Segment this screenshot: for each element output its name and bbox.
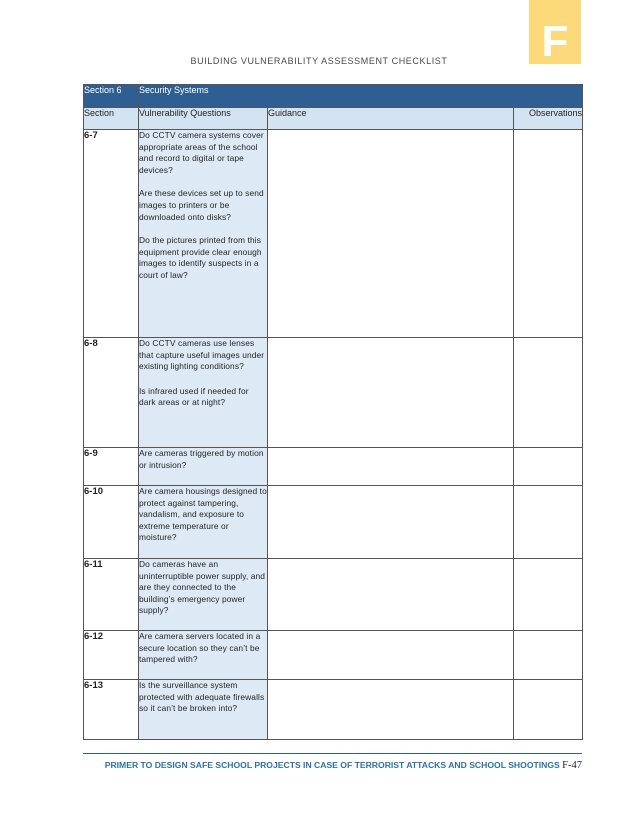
row-questions bbox=[139, 559, 268, 631]
observations-cell[interactable] bbox=[514, 559, 583, 631]
question-text: Are camera servers located in a secure location so they can’t be tampered with? bbox=[139, 631, 261, 665]
column-header-row bbox=[84, 108, 583, 130]
guidance-cell[interactable] bbox=[268, 338, 514, 448]
row-section-id: 6-8 bbox=[84, 338, 139, 448]
table-row bbox=[84, 559, 583, 631]
observations-cell[interactable] bbox=[514, 338, 583, 448]
column-header-guidance: Guidance bbox=[268, 108, 514, 130]
section-number: Section 6 bbox=[84, 85, 139, 108]
page-header-title: BUILDING VULNERABILITY ASSESSMENT CHECKLIST bbox=[190, 56, 448, 66]
row-section-id: 6-11 bbox=[84, 559, 139, 631]
guidance-cell[interactable] bbox=[268, 486, 514, 559]
question-text: Are camera housings designed to protect against tampering, vandalism, and exposure to extreme temperature or moisture? bbox=[139, 486, 267, 543]
question-text: Do cameras have an uninterruptible power supply, and are they connected to the building’s emergency power supply? bbox=[139, 559, 266, 616]
observations-cell[interactable] bbox=[514, 130, 583, 338]
column-header-section: Section bbox=[84, 108, 139, 130]
observations-cell[interactable] bbox=[514, 486, 583, 559]
footer-title: PRIMER TO DESIGN SAFE SCHOOL PROJECTS IN CASE OF TERRORIST ATTACKS AND SCHOOL SHOOTINGS bbox=[104, 760, 560, 770]
row-questions bbox=[139, 448, 268, 486]
observations-cell[interactable] bbox=[514, 631, 583, 680]
question-text: Are these devices set up to send images to printers or be downloaded onto disks? bbox=[139, 188, 264, 222]
table-row bbox=[84, 448, 583, 486]
section-title-row bbox=[84, 85, 583, 108]
guidance-cell[interactable] bbox=[268, 559, 514, 631]
column-header-observations: Observations bbox=[514, 108, 583, 130]
page-number: F-47 bbox=[562, 760, 582, 771]
row-section-id: 6-13 bbox=[84, 680, 139, 740]
row-section-id: 6-12 bbox=[84, 631, 139, 680]
guidance-cell[interactable] bbox=[268, 631, 514, 680]
vulnerability-checklist-table bbox=[83, 84, 583, 740]
page-footer bbox=[83, 760, 582, 771]
question-text: Do the pictures printed from this equipment provide clear enough images to identify suspects in a court of law? bbox=[139, 235, 262, 280]
row-section-id: 6-10 bbox=[84, 486, 139, 559]
footer-divider bbox=[83, 753, 582, 754]
guidance-cell[interactable] bbox=[268, 448, 514, 486]
appendix-tab: F bbox=[529, 0, 581, 64]
guidance-cell[interactable] bbox=[268, 130, 514, 338]
table-row bbox=[84, 338, 583, 448]
row-questions bbox=[139, 338, 268, 448]
question-text: Is the surveillance system protected with adequate firewalls so it can’t be broken into? bbox=[139, 680, 265, 714]
question-text: Are cameras triggered by motion or intrusion? bbox=[139, 448, 264, 470]
question-text: Is infrared used if needed for dark areas or at night? bbox=[139, 385, 249, 408]
table-row bbox=[84, 130, 583, 338]
observations-cell[interactable] bbox=[514, 448, 583, 486]
row-questions bbox=[139, 130, 268, 338]
section-title: Security Systems bbox=[139, 85, 583, 108]
table-row bbox=[84, 631, 583, 680]
table-row bbox=[84, 680, 583, 740]
row-questions bbox=[139, 631, 268, 680]
question-text: Do CCTV camera systems cover appropriate areas of the school and record to digital or tape devices? bbox=[139, 130, 264, 175]
row-section-id: 6-7 bbox=[84, 130, 139, 338]
row-questions bbox=[139, 680, 268, 740]
observations-cell[interactable] bbox=[514, 680, 583, 740]
question-text: Do CCTV cameras use lenses that capture useful images under existing lighting conditions? bbox=[139, 338, 265, 372]
table-row bbox=[84, 486, 583, 559]
row-section-id: 6-9 bbox=[84, 448, 139, 486]
column-header-questions: Vulnerability Questions bbox=[139, 108, 268, 130]
row-questions bbox=[139, 486, 268, 559]
guidance-cell[interactable] bbox=[268, 680, 514, 740]
